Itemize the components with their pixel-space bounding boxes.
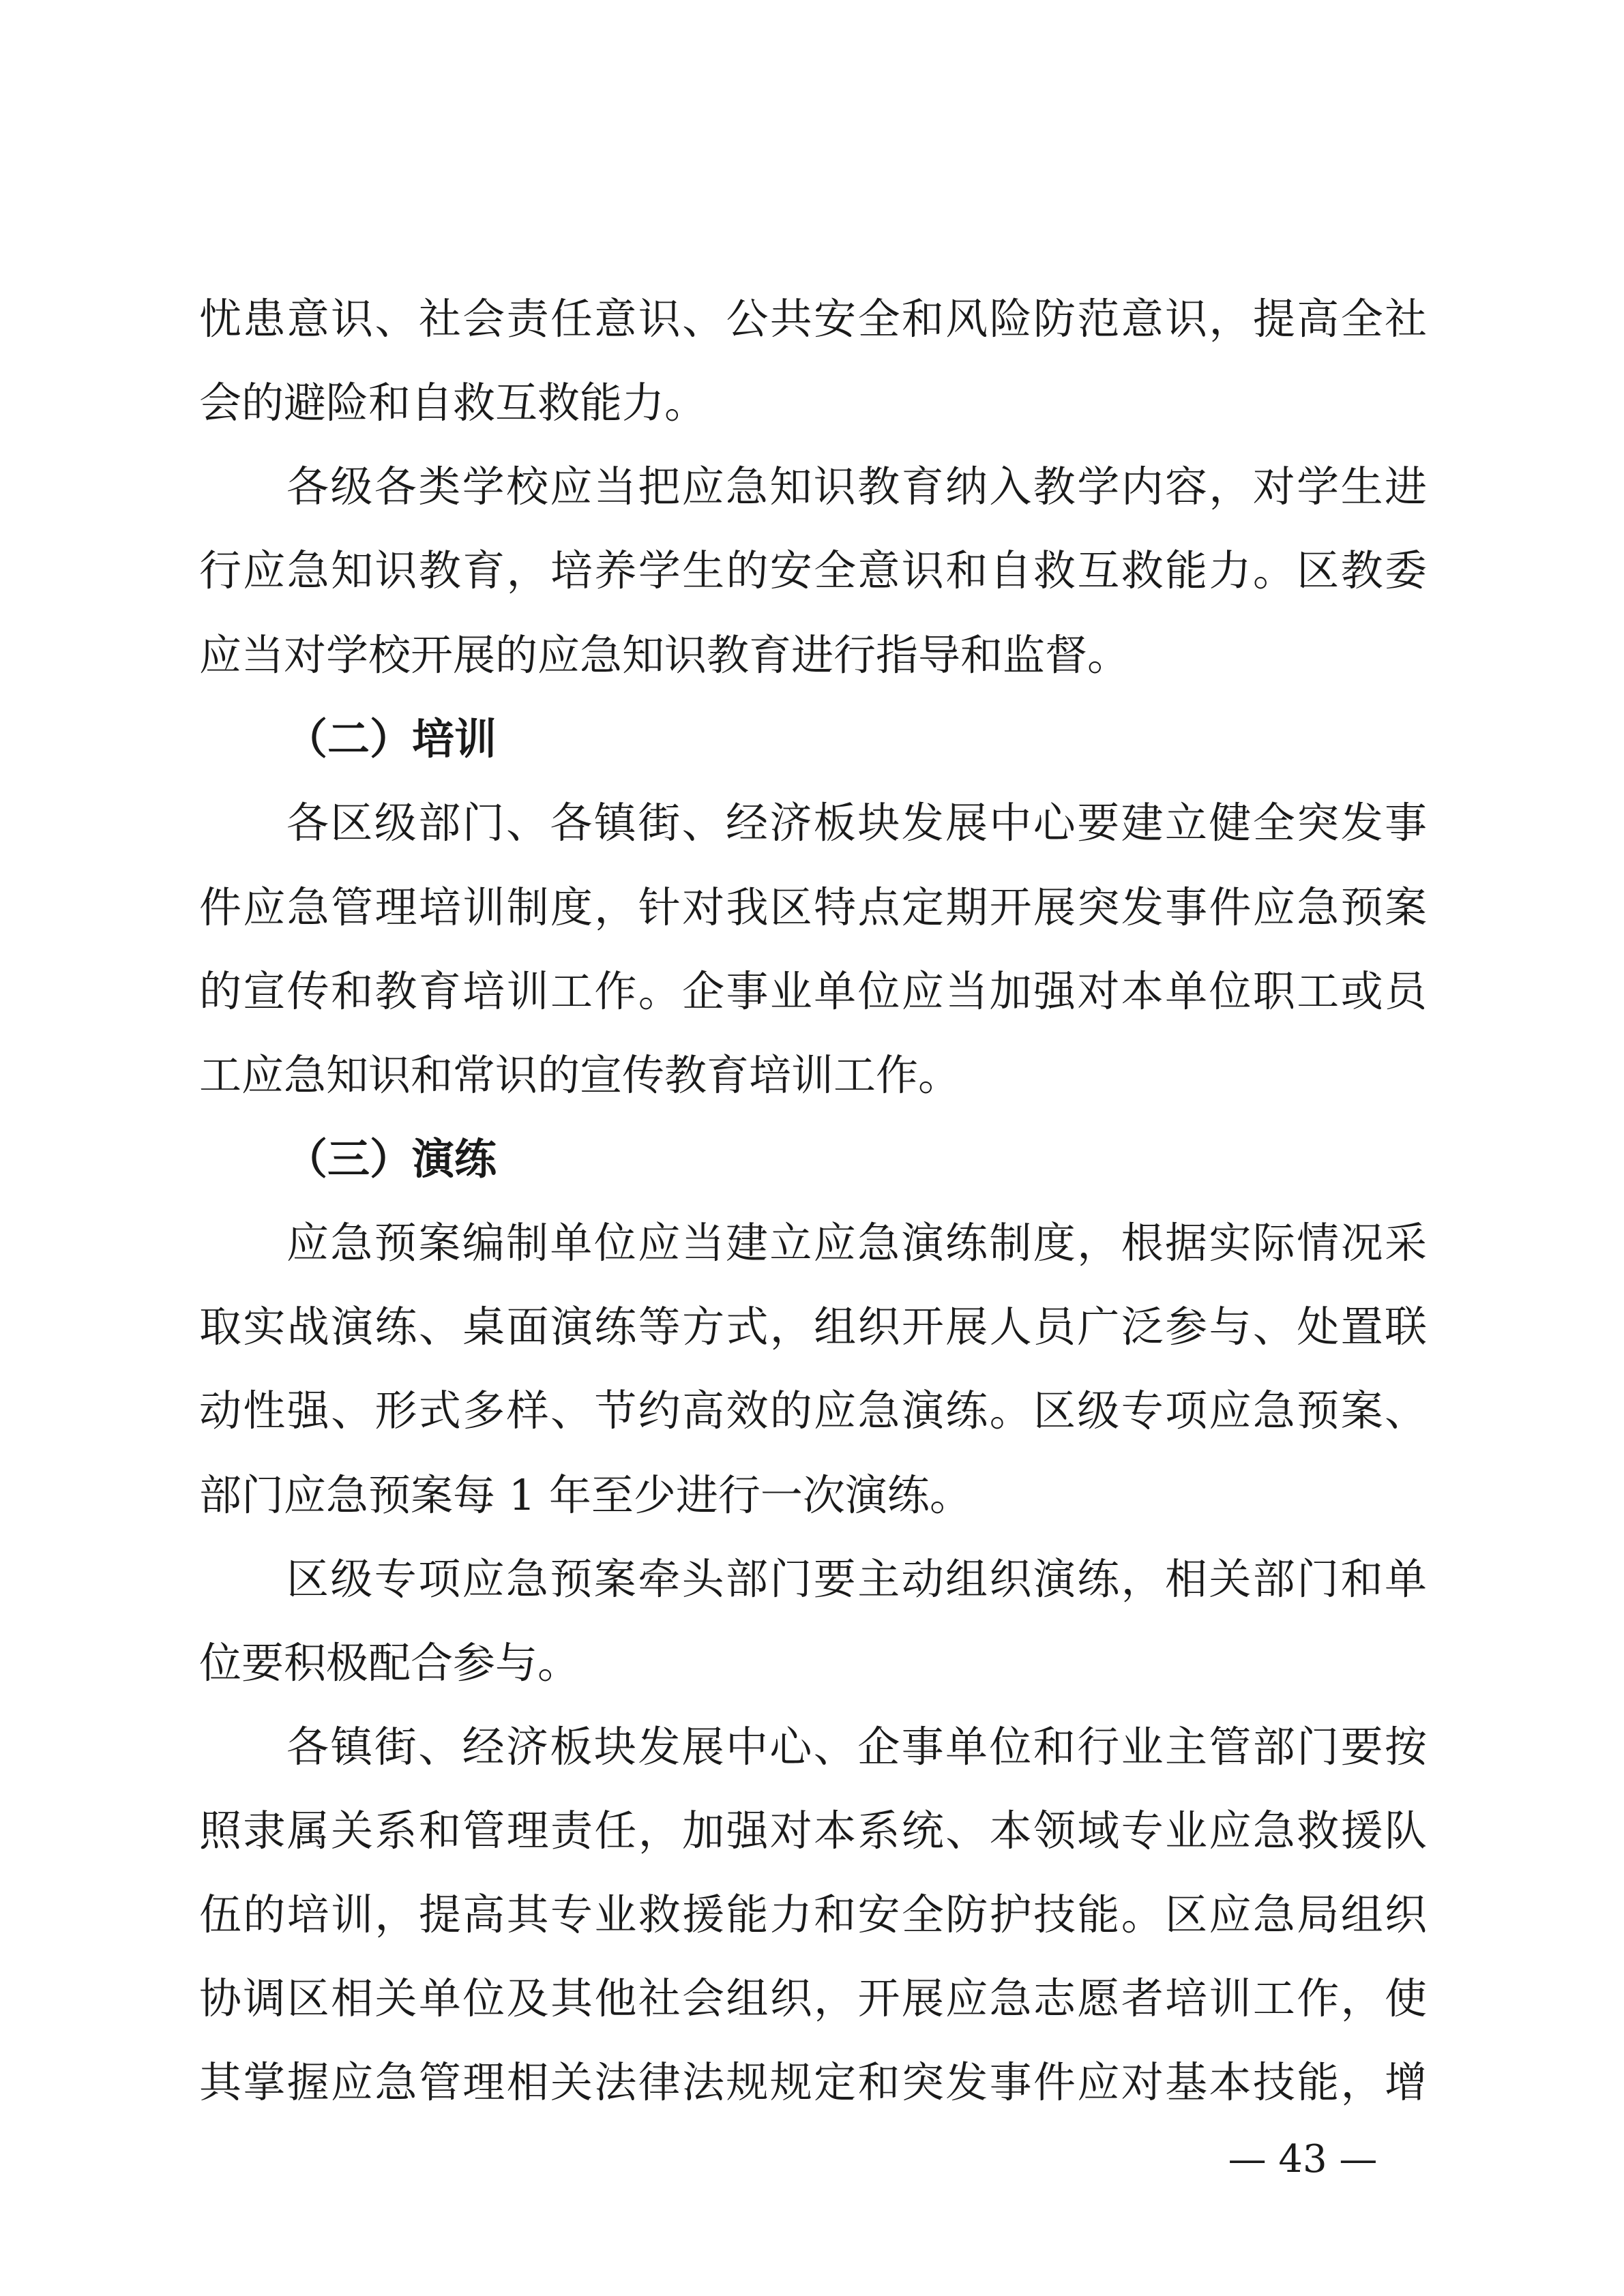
section-heading: （二）培训	[285, 714, 497, 764]
paragraph-line: 应急预案编制单位应当建立应急演练制度，根据实际情况采	[286, 1218, 1427, 1268]
paragraph-line: 部门应急预案每 1 年至少进行一次演练。	[199, 1470, 972, 1520]
paragraph-line: 区级专项应急预案牵头部门要主动组织演练，相关部门和单	[286, 1554, 1427, 1604]
paragraph-line: 会的避险和自救互救能力。	[199, 378, 707, 428]
paragraph-line: 其掌握应急管理相关法律法规规定和突发事件应对基本技能，增	[199, 2057, 1427, 2107]
paragraph-line: 各区级部门、各镇街、经济板块发展中心要建立健全突发事	[286, 798, 1427, 848]
paragraph-line: 各镇街、经济板块发展中心、企事单位和行业主管部门要按	[286, 1722, 1427, 1772]
page-number: — 43 —	[1228, 2137, 1378, 2181]
paragraph-line: 照隶属关系和管理责任，加强对本系统、本领域专业应急救援队	[199, 1806, 1427, 1855]
paragraph-line: 的宣传和教育培训工作。企事业单位应当加强对本单位职工或员	[199, 966, 1427, 1016]
section-heading: （三）演练	[285, 1134, 497, 1184]
paragraph-line: 行应急知识教育，培养学生的安全意识和自救互救能力。区教委	[199, 546, 1427, 595]
paragraph-line: 动性强、形式多样、节约高效的应急演练。区级专项应急预案、	[199, 1386, 1427, 1435]
paragraph-line: 位要积极配合参与。	[199, 1638, 580, 1688]
paragraph-line: 各级各类学校应当把应急知识教育纳入教学内容，对学生进	[286, 462, 1427, 511]
paragraph-line: 协调区相关单位及其他社会组织，开展应急志愿者培训工作，使	[199, 1973, 1427, 2023]
paragraph-line: 忧患意识、社会责任意识、公共安全和风险防范意识，提高全社	[199, 294, 1427, 344]
paragraph-line: 取实战演练、桌面演练等方式，组织开展人员广泛参与、处置联	[199, 1302, 1427, 1352]
paragraph-line: 伍的培训，提高其专业救援能力和安全防护技能。区应急局组织	[199, 1890, 1427, 1939]
paragraph-line: 件应急管理培训制度，针对我区特点定期开展突发事件应急预案	[199, 882, 1427, 932]
paragraph-line: 工应急知识和常识的宣传教育培训工作。	[199, 1050, 961, 1100]
paragraph-line: 应当对学校开展的应急知识教育进行指导和监督。	[199, 630, 1130, 680]
